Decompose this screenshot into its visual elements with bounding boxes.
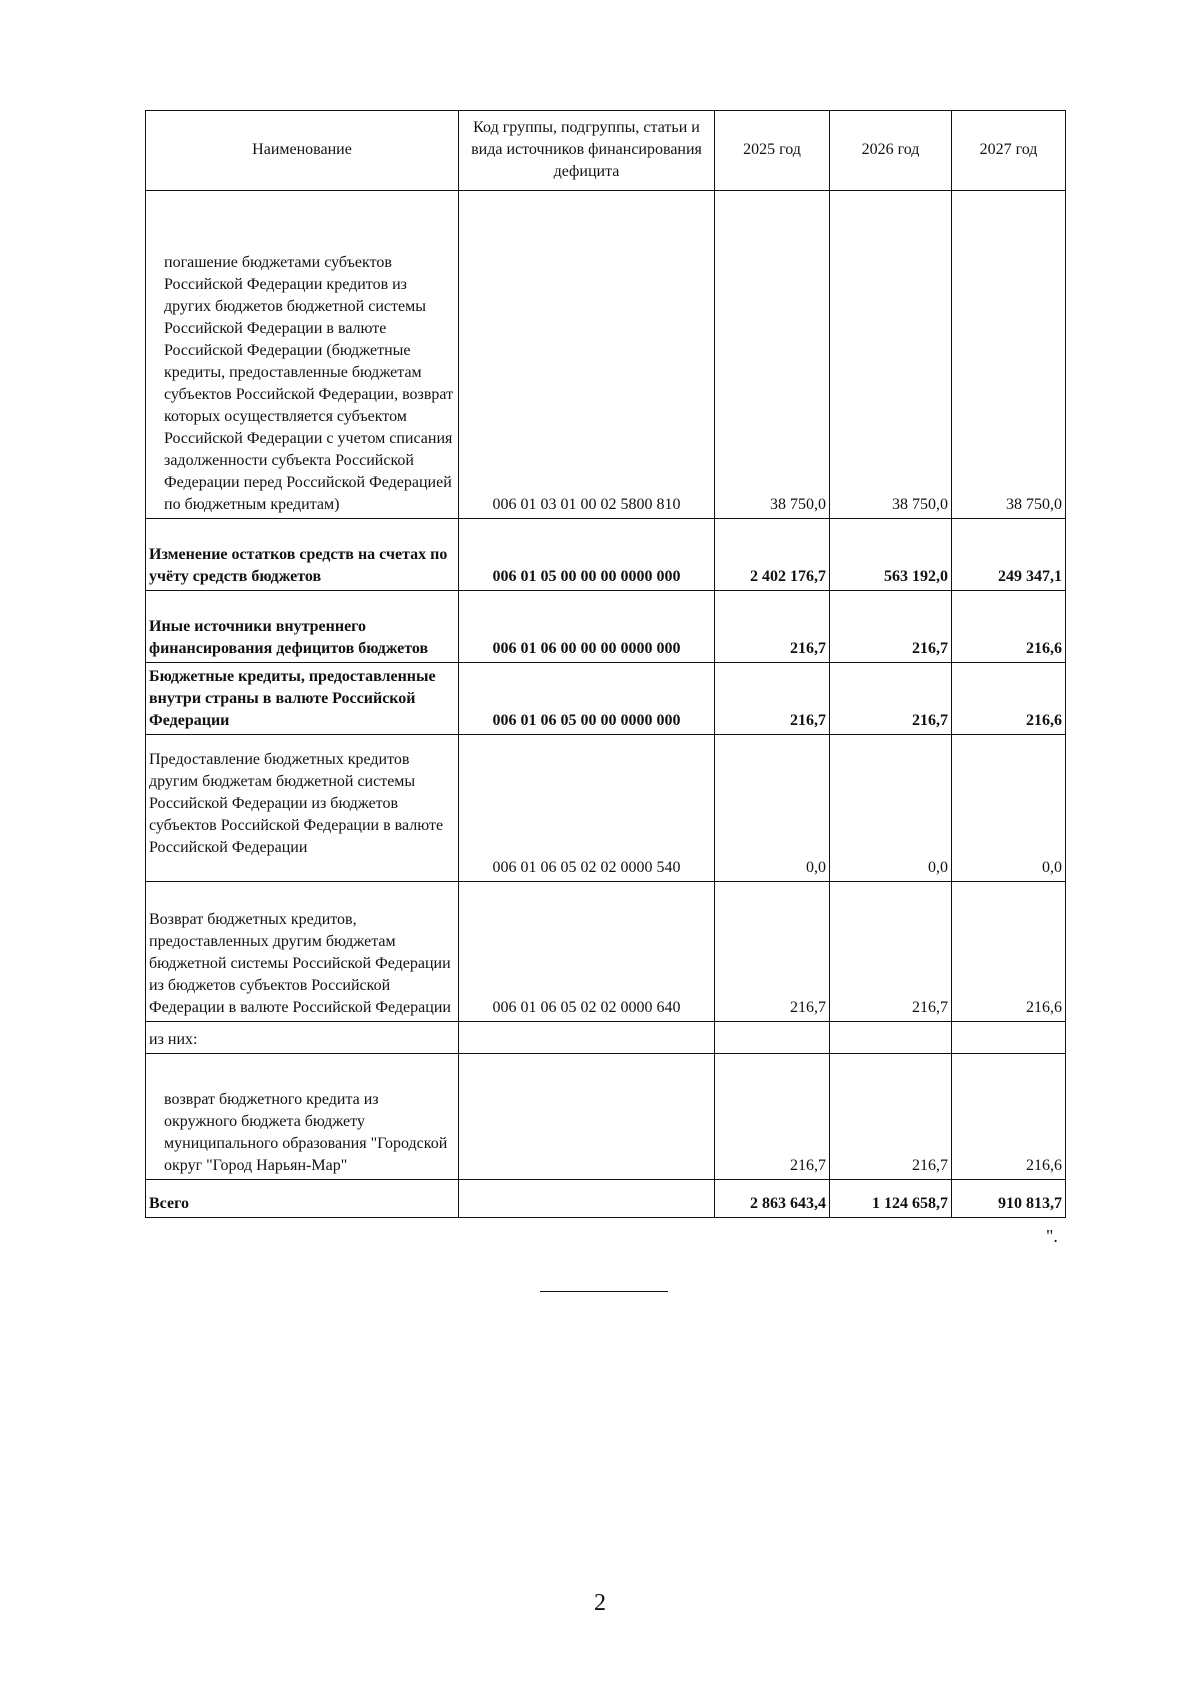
- closing-quote-mark: ".: [1046, 1226, 1058, 1246]
- row-value-2026: 563 192,0: [830, 519, 952, 591]
- row-value-2025: 38 750,0: [715, 191, 830, 519]
- total-value-2027: 910 813,7: [952, 1180, 1066, 1218]
- table-row: [146, 882, 1066, 1022]
- row-value-2026: 216,7: [830, 882, 952, 1022]
- row-name: Бюджетные кредиты, предоставленные внутри страны в валюте Российской Федерации: [146, 663, 459, 735]
- header-code: Код группы, подгруппы, статьи и вида источников финансирования дефицита: [459, 111, 715, 191]
- row-value-2025: 0,0: [715, 735, 830, 882]
- row-value-2025: 2 402 176,7: [715, 519, 830, 591]
- row-name: Предоставление бюджетных кредитов другим бюджетам бюджетной системы Российской Федерации из бюджетов субъектов Российской Федерации в валюте Российской Федерации: [146, 735, 459, 882]
- row-value-2027: 216,6: [952, 663, 1066, 735]
- table-row: [146, 663, 1066, 735]
- end-divider-line: [540, 1291, 668, 1292]
- row-value-2025: 216,7: [715, 882, 830, 1022]
- row-code: 006 01 06 05 00 00 0000 000: [459, 663, 715, 735]
- row-code: 006 01 05 00 00 00 0000 000: [459, 519, 715, 591]
- row-name: возврат бюджетного кредита из окружного бюджета бюджету муниципального образования "Городской округ "Город Нарьян-Мар": [146, 1054, 459, 1180]
- row-name: Иные источники внутреннего финансирования дефицитов бюджетов: [146, 591, 459, 663]
- table-row: [146, 735, 1066, 882]
- table-row: [146, 519, 1066, 591]
- row-code: 006 01 06 00 00 00 0000 000: [459, 591, 715, 663]
- total-value-2025: 2 863 643,4: [715, 1180, 830, 1218]
- total-name: Всего: [146, 1180, 459, 1218]
- total-value-2026: 1 124 658,7: [830, 1180, 952, 1218]
- total-code: [459, 1180, 715, 1218]
- row-value-2027: 38 750,0: [952, 191, 1066, 519]
- row-value-2027: 249 347,1: [952, 519, 1066, 591]
- row-name: Возврат бюджетных кредитов, предоставленных другим бюджетам бюджетной системы Российской Федерации из бюджетов субъектов Российской Федерации в валюте Российской Федерации: [146, 882, 459, 1022]
- header-2026: 2026 год: [830, 111, 952, 191]
- row-value-2027: 216,6: [952, 1054, 1066, 1180]
- row-value-2025: [715, 1022, 830, 1054]
- row-name: погашение бюджетами субъектов Российской Федерации кредитов из других бюджетов бюджетной системы Российской Федерации в валюте Российской Федерации (бюджетные кредиты, предоставленные бюджетам субъектов Российской Федерации, возврат которых осуществляется субъектом Российской Федерации с учетом списания задолженности субъекта Российской Федерации перед Российской Федерацией по бюджетным кредитам): [146, 191, 459, 519]
- row-value-2026: 216,7: [830, 663, 952, 735]
- table-row: [146, 1054, 1066, 1180]
- header-name: Наименование: [146, 111, 459, 191]
- row-code: 006 01 06 05 02 02 0000 640: [459, 882, 715, 1022]
- row-code: 006 01 03 01 00 02 5800 810: [459, 191, 715, 519]
- row-value-2027: [952, 1022, 1066, 1054]
- row-name: Изменение остатков средств на счетах по учёту средств бюджетов: [146, 519, 459, 591]
- row-value-2026: 38 750,0: [830, 191, 952, 519]
- row-code: 006 01 06 05 02 02 0000 540: [459, 735, 715, 882]
- row-value-2026: 216,7: [830, 1054, 952, 1180]
- header-2027: 2027 год: [952, 111, 1066, 191]
- row-code: [459, 1054, 715, 1180]
- page-number: 2: [594, 1590, 606, 1616]
- total-row: [146, 1180, 1066, 1218]
- row-value-2026: 216,7: [830, 591, 952, 663]
- budget-sources-table: [145, 110, 1066, 1218]
- row-value-2027: 0,0: [952, 735, 1066, 882]
- row-value-2025: 216,7: [715, 663, 830, 735]
- table-row: [146, 191, 1066, 519]
- row-name: из них:: [146, 1022, 459, 1054]
- row-value-2026: [830, 1022, 952, 1054]
- table-header-row: [146, 111, 1066, 191]
- table-row: [146, 1022, 1066, 1054]
- row-value-2025: 216,7: [715, 1054, 830, 1180]
- row-value-2027: 216,6: [952, 591, 1066, 663]
- row-value-2026: 0,0: [830, 735, 952, 882]
- row-value-2025: 216,7: [715, 591, 830, 663]
- row-value-2027: 216,6: [952, 882, 1066, 1022]
- header-2025: 2025 год: [715, 111, 830, 191]
- row-code: [459, 1022, 715, 1054]
- table-row: [146, 591, 1066, 663]
